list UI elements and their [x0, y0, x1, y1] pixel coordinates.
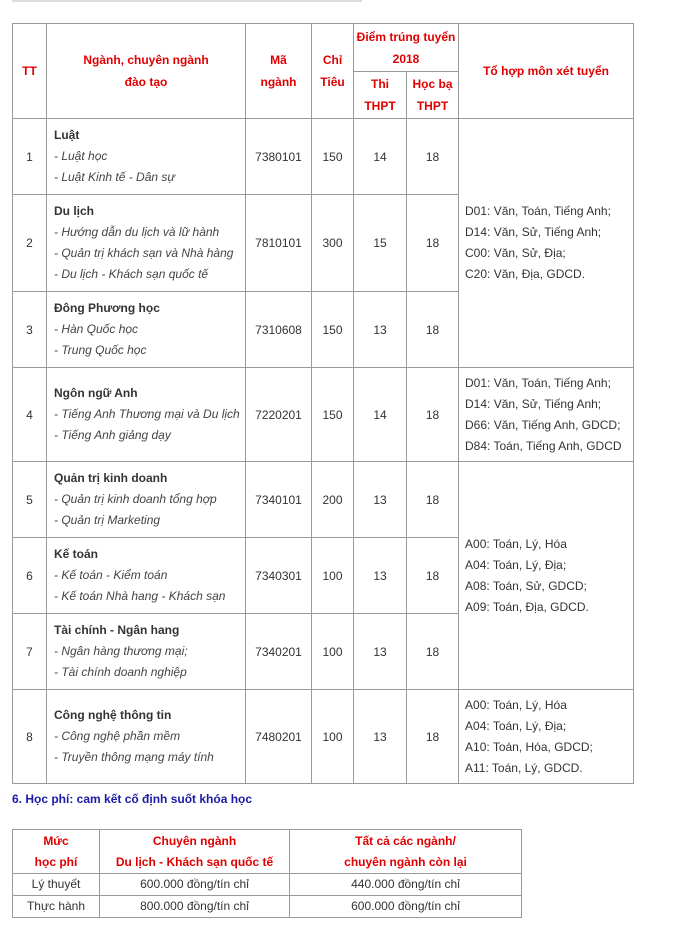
fee-label: Thực hành — [13, 896, 100, 918]
score-thpt: 14 — [354, 368, 407, 462]
major-cell — [47, 195, 246, 292]
score-thpt: 14 — [354, 119, 407, 195]
row-tt: 5 — [13, 462, 47, 538]
combo-item: A00: Toán, Lý, Hóa — [465, 536, 567, 551]
combo-item: D14: Văn, Sử, Tiếng Anh; — [465, 225, 602, 239]
score-thpt: 13 — [354, 292, 407, 368]
combo-item: D01: Văn, Toán, Tiếng Anh; — [465, 375, 611, 390]
combo-item: C00: Văn, Sử, Địa; — [465, 246, 566, 260]
table-row — [13, 368, 634, 462]
row-tt: 6 — [13, 538, 47, 614]
specialization: - Luật học — [54, 149, 108, 163]
specialization: - Luật Kinh tế - Dân sự — [54, 170, 175, 184]
major-name: Kế toán — [54, 547, 99, 561]
header-code: Mã ngành — [246, 24, 312, 119]
specialization: - Công nghệ phần mềm — [54, 729, 181, 743]
major-name: Ngôn ngữ Anh — [54, 386, 138, 400]
score-hocba: 18 — [407, 690, 459, 784]
table-row — [13, 690, 634, 784]
combo-group-1 — [459, 119, 634, 368]
row-tt: 2 — [13, 195, 47, 292]
score-thpt: 13 — [354, 462, 407, 538]
quota: 150 — [312, 119, 354, 195]
combo-item: A00: Toán, Lý, Hóa — [465, 697, 567, 712]
row-tt: 7 — [13, 614, 47, 690]
major-cell — [47, 292, 246, 368]
admission-table — [12, 23, 634, 784]
major-code: 7310608 — [246, 292, 312, 368]
table-row — [13, 119, 634, 195]
combo-item: A08: Toán, Sử, GDCD; — [465, 578, 587, 593]
fee-others: 440.000 đồng/tín chỉ — [290, 874, 522, 896]
score-hocba: 18 — [407, 292, 459, 368]
score-thpt: 15 — [354, 195, 407, 292]
combo-item: D14: Văn, Sử, Tiếng Anh; — [465, 396, 602, 411]
specialization: - Quản trị kinh doanh tổng hợp — [54, 492, 217, 506]
specialization: - Hướng dẫn du lịch và lữ hành — [54, 225, 220, 239]
top-divider — [12, 0, 362, 2]
header-major: Ngành, chuyên ngành đào tạo — [47, 24, 246, 119]
quota: 100 — [312, 614, 354, 690]
header-score: Điểm trúng tuyển 2018 — [354, 24, 459, 72]
major-cell — [47, 614, 246, 690]
major-name: Quản trị kinh doanh — [54, 471, 168, 485]
fee-header-others: Tất cả các ngành/ chuyên ngành còn lại — [290, 830, 522, 874]
specialization: - Tài chính doanh nghiệp — [54, 665, 187, 679]
score-thpt: 13 — [354, 538, 407, 614]
major-code: 7340101 — [246, 462, 312, 538]
specialization: - Truyền thông mạng máy tính — [54, 750, 214, 764]
major-code: 7810101 — [246, 195, 312, 292]
score-hocba: 18 — [407, 614, 459, 690]
combo-item: D01: Văn, Toán, Tiếng Anh; — [465, 204, 611, 218]
quota: 300 — [312, 195, 354, 292]
combo-group-2 — [459, 368, 634, 462]
quota: 200 — [312, 462, 354, 538]
major-code: 7480201 — [246, 690, 312, 784]
combo-group-4 — [459, 690, 634, 784]
fee-row — [13, 874, 522, 896]
fee-table — [12, 829, 522, 918]
fee-others: 600.000 đồng/tín chỉ — [290, 896, 522, 918]
score-thpt: 13 — [354, 614, 407, 690]
row-tt: 3 — [13, 292, 47, 368]
specialization: - Tiếng Anh Thương mại và Du lịch — [54, 407, 240, 421]
score-hocba: 18 — [407, 538, 459, 614]
major-name: Tài chính - Ngân hang — [54, 623, 180, 637]
major-code: 7340301 — [246, 538, 312, 614]
header-quota: Chỉ Tiêu — [312, 24, 354, 119]
score-thpt: 13 — [354, 690, 407, 784]
quota: 150 — [312, 368, 354, 462]
combo-item: D84: Toán, Tiếng Anh, GDCD — [465, 438, 622, 453]
major-cell — [47, 538, 246, 614]
major-cell — [47, 119, 246, 195]
combo-item: A04: Toán, Lý, Địa; — [465, 557, 567, 572]
row-tt: 8 — [13, 690, 47, 784]
header-tt: TT — [13, 24, 47, 119]
fee-tourism: 800.000 đồng/tín chỉ — [100, 896, 290, 918]
score-hocba: 18 — [407, 119, 459, 195]
score-hocba: 18 — [407, 462, 459, 538]
combo-item: A10: Toán, Hóa, GDCD; — [465, 739, 593, 754]
specialization: - Hàn Quốc học — [54, 322, 139, 336]
quota: 150 — [312, 292, 354, 368]
major-name: Đông Phương học — [54, 301, 160, 315]
combo-item: A04: Toán, Lý, Địa; — [465, 718, 567, 733]
row-tt: 4 — [13, 368, 47, 462]
major-code: 7340201 — [246, 614, 312, 690]
specialization: - Trung Quốc học — [54, 343, 147, 357]
row-tt: 1 — [13, 119, 47, 195]
major-name: Công nghệ thông tin — [54, 708, 172, 722]
header-combo: Tổ hợp môn xét tuyển — [459, 24, 634, 119]
major-name: Luật — [54, 128, 80, 142]
table-row — [13, 462, 634, 538]
quota: 100 — [312, 538, 354, 614]
specialization: - Kế toán - Kiểm toán — [54, 568, 168, 582]
major-code: 7380101 — [246, 119, 312, 195]
major-code: 7220201 — [246, 368, 312, 462]
major-cell — [47, 368, 246, 462]
fee-header-level: Mức học phí — [13, 830, 100, 874]
specialization: - Tiếng Anh giảng dạy — [54, 428, 171, 442]
specialization: - Du lịch - Khách sạn quốc tế — [54, 267, 209, 281]
fee-row — [13, 896, 522, 918]
score-hocba: 18 — [407, 368, 459, 462]
major-name: Du lịch — [54, 204, 95, 218]
specialization: - Kế toán Nhà hang - Khách sạn — [54, 589, 226, 603]
header-thpt: Thi THPT — [354, 72, 407, 119]
fee-label: Lý thuyết — [13, 874, 100, 896]
combo-item: A09: Toán, Địa, GDCD. — [465, 599, 589, 614]
combo-item: D66: Văn, Tiếng Anh, GDCD; — [465, 417, 621, 432]
quota: 100 — [312, 690, 354, 784]
score-hocba: 18 — [407, 195, 459, 292]
header-hocba: Học bạ THPT — [407, 72, 459, 119]
major-cell — [47, 690, 246, 784]
fee-tourism: 600.000 đồng/tín chỉ — [100, 874, 290, 896]
combo-item: C20: Văn, Địa, GDCD. — [465, 267, 586, 281]
major-cell — [47, 462, 246, 538]
combo-item: A11: Toán, Lý, GDCD. — [465, 760, 583, 775]
fee-header-tourism: Chuyên ngành Du lịch - Khách sạn quốc tế — [100, 830, 290, 874]
specialization: - Quản trị khách sạn và Nhà hàng — [54, 246, 234, 260]
combo-group-3 — [459, 462, 634, 690]
specialization: - Ngân hàng thương mại; — [54, 644, 188, 658]
specialization: - Quản trị Marketing — [54, 513, 161, 527]
fee-section-title: 6. Học phí: cam kết cố định suốt khóa học — [12, 792, 253, 806]
